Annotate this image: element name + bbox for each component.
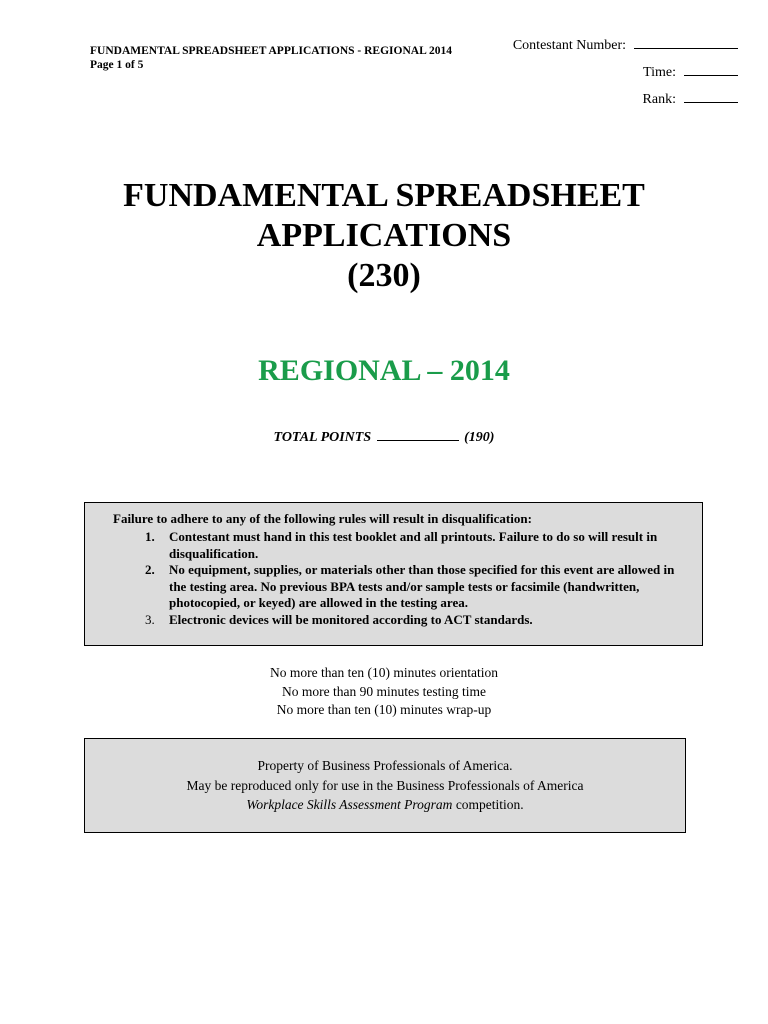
property-line-3 [85,795,685,815]
rule-text: No equipment, supplies, or materials other than those specified for this event are allowed in the testing area. No previous BPA tests and/or sample tests or facsimile (handwritten, photocopied, or keyed) are allowed in the testing area. [169,562,675,610]
property-line-3-rest: competition. [452,797,524,812]
rule-item [145,612,685,629]
rank-label: Rank: [642,92,676,107]
property-notice-box [84,738,686,833]
rule-number: 1. [145,529,155,544]
property-line-1: Property of Business Professionals of America. [257,758,513,773]
program-name: Workplace Skills Assessment Program [246,797,453,812]
property-line-2: May be reproduced only for use in the Business Professionals of America [186,777,584,793]
rule-number: 2. [145,562,155,577]
rule-number: 3. [145,611,155,627]
document-header-title: FUNDAMENTAL SPREADSHEET APPLICATIONS - REGIONAL 2014 [90,45,452,57]
total-points [0,428,768,446]
rule-item [145,562,685,612]
rule-text: Electronic devices will be monitored according to ACT standards. [169,611,533,627]
rank-field[interactable] [643,90,738,108]
timing-info [0,664,768,720]
title-line-3: (230) [347,257,421,294]
timing-orientation: No more than ten (10) minutes orientation [270,665,498,680]
rules-list [145,529,685,628]
contestant-number-blank[interactable] [634,36,738,49]
time-field[interactable] [643,63,738,81]
regional-heading: REGIONAL – 2014 [258,354,510,387]
rule-text: Contestant must hand in this test booklet and all printouts. Failure to do so will result in disqualification. [169,529,658,561]
rank-blank[interactable] [684,90,738,103]
contestant-number-field[interactable] [513,36,738,54]
title-line-2: APPLICATIONS [256,217,512,254]
time-blank[interactable] [684,63,738,76]
contestant-number-label: Contestant Number: [512,38,626,53]
document-header [90,44,452,72]
total-points-blank[interactable] [377,428,459,441]
time-label: Time: [643,65,676,80]
total-points-max: (190) [464,430,495,445]
page-number: Page 1 of 5 [90,59,144,71]
rules-box [84,502,703,646]
title-line-1: FUNDAMENTAL SPREADSHEET [123,177,645,214]
rules-intro: Failure to adhere to any of the following rules will result in disqualification: [113,511,532,526]
timing-testing: No more than 90 minutes testing time [282,683,486,699]
main-title [0,176,768,296]
total-points-label: TOTAL POINTS [273,430,372,445]
rule-item [145,529,685,562]
timing-wrapup: No more than ten (10) minutes wrap-up [276,702,492,717]
